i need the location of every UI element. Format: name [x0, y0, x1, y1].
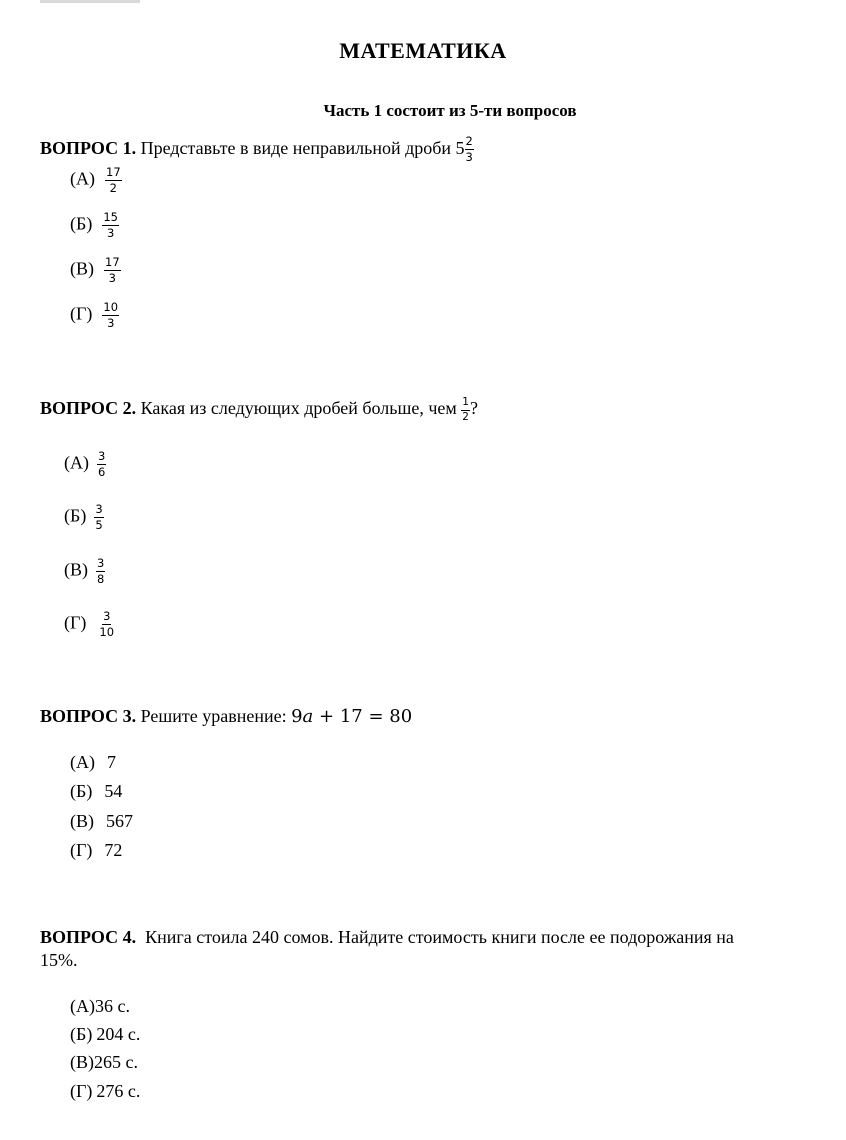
- question-4-text-line2: 15%.: [40, 950, 78, 970]
- question-1-label: ВОПРОС 1.: [40, 137, 137, 158]
- q3-option-b[interactable]: (Б) 54: [70, 781, 123, 801]
- question-3-label: ВОПРОС 3.: [40, 706, 137, 726]
- q2-option-b[interactable]: (Б) $\frac{3}{5}$: [64, 502, 103, 533]
- q1-option-b-fraction: $\frac{15}{3}$: [103, 210, 118, 241]
- question-1: [40, 135, 474, 164]
- q2-option-a-fraction: $\frac{3}{6}$: [98, 449, 106, 480]
- question-2-fraction: $\frac{1}{2}$: [462, 396, 469, 423]
- q1-option-c[interactable]: (В) $\frac{17}{3}$: [70, 255, 120, 286]
- q4-option-d[interactable]: (Г) 276 с.: [70, 1081, 141, 1101]
- q4-option-b[interactable]: (Б) 204 с.: [70, 1024, 141, 1044]
- q1-option-d[interactable]: (Г) $\frac{10}{3}$: [70, 300, 119, 331]
- q3-option-c[interactable]: (В) 567: [70, 811, 133, 831]
- top-edge-bar: [40, 0, 140, 3]
- question-4-text-line1: Книга стоила 240 сомов. Найдите стоимость книги после ее подорожания на: [145, 927, 734, 947]
- q2-option-c-fraction: $\frac{3}{8}$: [97, 556, 105, 587]
- q1-option-b[interactable]: (Б) $\frac{15}{3}$: [70, 210, 118, 241]
- q1-option-a[interactable]: (А) $\frac{17}{2}$: [70, 165, 121, 196]
- q1-option-a-fraction: $\frac{17}{2}$: [106, 165, 121, 196]
- question-3-text: Решите уравнение:: [140, 706, 287, 726]
- q2-option-b-fraction: $\frac{3}{5}$: [95, 502, 103, 533]
- question-4: [40, 927, 734, 948]
- question-2-text: Какая из следующих дробей больше, чем: [140, 398, 457, 419]
- page-title: МАТЕМАТИКА: [339, 38, 507, 63]
- question-2: ВОПРОС 2. Какая из следующих дробей больше, чем $\frac{1}{2}$ ?: [40, 396, 478, 423]
- question-1-fraction: $\frac{2}{3}$: [465, 134, 473, 165]
- q2-option-a[interactable]: (А) $\frac{3}{6}$: [64, 449, 106, 480]
- question-2-label: ВОПРОС 2.: [40, 398, 137, 419]
- q2-option-c[interactable]: (В) $\frac{3}{8}$: [64, 556, 105, 587]
- q4-option-a[interactable]: (А)36 с.: [70, 996, 130, 1016]
- q2-option-d-fraction: $\frac{3}{10}$: [99, 609, 115, 640]
- q2-option-d[interactable]: (Г) $\frac{3}{10}$: [64, 609, 115, 640]
- page-subtitle: Часть 1 состоит из 5-ти вопросов: [323, 101, 577, 120]
- question-1-whole: 5: [455, 137, 465, 158]
- q3-option-d[interactable]: (Г) 72: [70, 840, 123, 860]
- q1-option-c-fraction: $\frac{17}{3}$: [105, 255, 120, 286]
- question-3: [40, 706, 412, 727]
- question-3-equation: 9𝑎 + 17 = 80: [291, 706, 413, 727]
- q1-option-d-fraction: $\frac{10}{3}$: [103, 300, 119, 331]
- question-1-text: Представьте в виде неправильной дроби: [140, 137, 452, 158]
- q4-option-c[interactable]: (В)265 с.: [70, 1052, 138, 1072]
- question-4-label: ВОПРОС 4.: [40, 927, 137, 947]
- q3-option-a[interactable]: (А) 7: [70, 752, 116, 772]
